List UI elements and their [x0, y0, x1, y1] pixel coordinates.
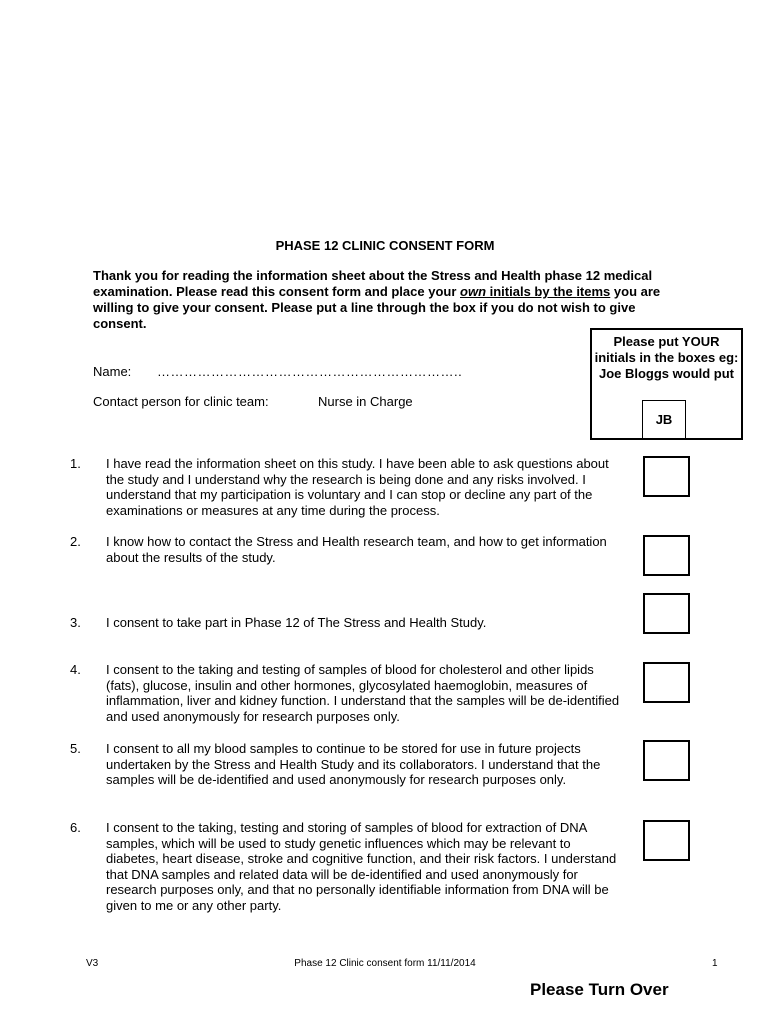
- example-initials: JB: [642, 400, 686, 440]
- item-text: I consent to the taking, testing and storing of samples of blood for extraction of DNA samples, which will be used to study genetic influences which may be relevant to diabetes, heart disease, stroke and cognitive function, and their risk factors. I understand that DNA samples and related data will be de-identified and used anonymously for research purposes only, and that no personally identifiable information from DNA will be given to me or any other party.: [106, 820, 617, 913]
- initials-box-5[interactable]: [643, 740, 690, 781]
- initials-example-box: [590, 328, 743, 440]
- item-number: 1.: [70, 456, 81, 471]
- initials-box-2[interactable]: [643, 535, 690, 576]
- name-field[interactable]: …………………………………………………………..: [157, 364, 463, 379]
- initials-instruction: Please put YOUR initials in the boxes eg: Joe Bloggs would put: [594, 334, 739, 381]
- please-turn-over: Please Turn Over: [530, 980, 669, 999]
- item-number: 5.: [70, 741, 81, 756]
- intro-text: Thank you for reading the information sheet about the Stress and Health phase 12 medical examination. Please read this consent form and place your: [93, 268, 653, 299]
- intro-own-emphasis: own: [460, 284, 487, 299]
- item-number: 6.: [70, 820, 81, 835]
- intro-items-underlined: items: [576, 284, 611, 299]
- item-text: I consent to take part in Phase 12 of The Stress and Health Study.: [106, 615, 487, 630]
- item-text: I consent to the taking and testing of samples of blood for cholesterol and other lipids (fats), glucose, insulin and other hormones, glycosylated haemoglobin, measures of inflammation, liver and kidney function. I understand that the samples will be de-identified and used anonymously for research purposes only.: [106, 662, 620, 724]
- contact-label: Contact person for clinic team:: [93, 394, 269, 409]
- initials-box-6[interactable]: [643, 820, 690, 861]
- initials-box-3[interactable]: [643, 593, 690, 634]
- item-number: 4.: [70, 662, 81, 677]
- initials-box-4[interactable]: [643, 662, 690, 703]
- intro-paragraph: [93, 268, 683, 332]
- item-text: I know how to contact the Stress and Health research team, and how to get information about the results of the study.: [106, 534, 607, 565]
- footer-page-number: 1: [712, 958, 718, 969]
- contact-value: Nurse in Charge: [318, 394, 413, 409]
- item-number: 3.: [70, 615, 81, 630]
- form-title: PHASE 12 CLINIC CONSENT FORM: [275, 238, 495, 253]
- footer-version: V3: [86, 958, 99, 969]
- initials-box-1[interactable]: [643, 456, 690, 497]
- item-text: I have read the information sheet on this study. I have been able to ask questions about the study and I understand why the research is being done and any risks involved. I understand that my participation is voluntary and I can stop or decline any part of the examinations or measures at any time during the process.: [106, 456, 609, 518]
- intro-text-underlined: initials by the: [486, 284, 577, 299]
- intro-text-end: you are willing to give your consent. Please put a line through the box if you do not wish to give consent.: [93, 284, 661, 331]
- footer-form-name: Phase 12 Clinic consent form 11/11/2014: [294, 958, 476, 969]
- item-number: 2.: [70, 534, 81, 549]
- name-label: Name:: [93, 364, 132, 379]
- item-text: I consent to all my blood samples to continue to be stored for use in future projects undertaken by the Stress and Health Study and its collaborators. I understand that the samples will be de-identified and used anonymously for research purposes only.: [106, 741, 601, 787]
